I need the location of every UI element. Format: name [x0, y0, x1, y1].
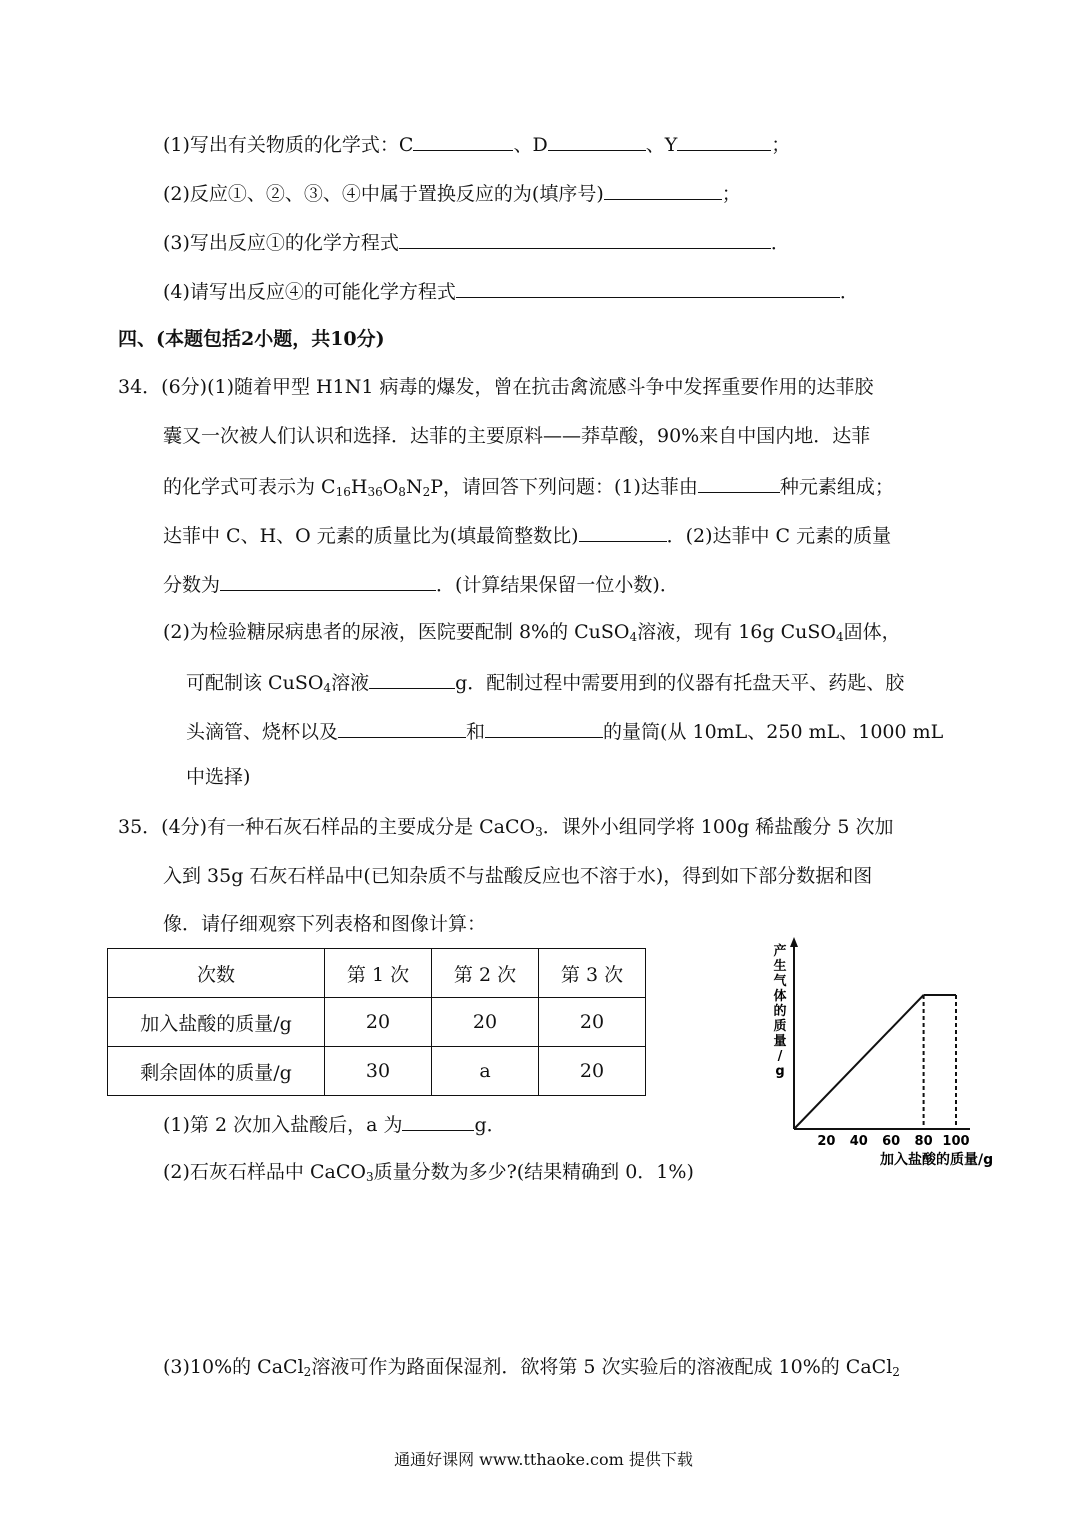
answer-blank-mass-fraction[interactable] — [220, 574, 436, 591]
answer-blank-d[interactable] — [548, 134, 646, 151]
table-row — [108, 1047, 646, 1096]
answer-blank-mass-ratio[interactable] — [579, 525, 667, 542]
table-row — [108, 998, 646, 1047]
q35-line1: 35．(4分)有一种石灰石样品的主要成分是 CaCO$_3$．课外小组同学将 100g 稀盐酸分 5 次加 — [118, 816, 894, 839]
table-cell: 20 — [539, 1047, 646, 1096]
answer-blank-cylinder1[interactable] — [338, 721, 466, 738]
q34-line9: 中选择) — [186, 766, 251, 788]
q35-line2: 入到 35g 石灰石样品中(已知杂质不与盐酸反应也不溶于水)，得到如下部分数据和图 — [163, 865, 873, 887]
table-cell: 第 2 次 — [432, 949, 539, 998]
q33-part2: (2)反应①、②、③、④中属于置换反应的为(填序号) ； — [163, 183, 741, 205]
x-tick-label: 60 — [882, 1134, 901, 1149]
table-cell: 第 3 次 — [539, 949, 646, 998]
answer-blank-displacement[interactable] — [604, 183, 722, 200]
table-header-row — [108, 949, 646, 998]
answer-blank-cylinder2[interactable] — [485, 721, 603, 738]
y-label-char: 量 — [773, 1034, 787, 1049]
table-cell: 20 — [539, 998, 646, 1047]
q34-line8: 头滴管、烧杯以及 和 的量筒(从 10mL、250 mL、1000 mL — [186, 721, 944, 743]
x-tick-label: 20 — [817, 1134, 836, 1149]
footer: 通通好课网 www.tthaoke.com 提供下载 — [394, 1450, 693, 1469]
q33-part4: (4)请写出反应④的可能化学方程式 ． — [163, 281, 859, 303]
x-tick-label: 100 — [942, 1134, 970, 1149]
table-cell: 次数 — [108, 949, 325, 998]
x-axis-label: 加入盐酸的质量/g — [880, 1152, 994, 1168]
q34-line6: (2)为检验糖尿病患者的尿液，医院要配制 8%的 CuSO$_4$溶液，现有 16g CuSO$_4$固体， — [163, 621, 901, 644]
y-label-char: 体 — [773, 989, 787, 1004]
q35-sub2: (2)石灰石样品中 CaCO$_3$质量分数为多少?(结果精确到 0．1%) — [163, 1161, 694, 1184]
y-label-char: 产 — [773, 944, 787, 959]
q35-line3: 像．请仔细观察下列表格和图像计算： — [163, 913, 487, 935]
table-cell: 剩余固体的质量/g — [108, 1047, 325, 1096]
y-label-char: g — [775, 1064, 785, 1079]
data-table — [107, 948, 646, 1096]
x-tick-labels — [817, 1134, 969, 1149]
section-title: 四、(本题包括2小题，共10分) — [118, 328, 385, 350]
answer-blank-equation4[interactable] — [456, 281, 840, 298]
table-cell: 30 — [325, 1047, 432, 1096]
y-label-char: 生 — [773, 959, 787, 974]
gas-mass-chart — [760, 935, 1020, 1175]
q34-line4: 达菲中 C、H、O 元素的质量比为(填最简整数比) ．(2)达菲中 C 元素的质量 — [163, 525, 892, 547]
answer-blank-elements[interactable] — [698, 476, 780, 493]
q35-sub1: (1)第 2 次加入盐酸后，a 为 g． — [163, 1114, 506, 1136]
q34-line3: 的化学式可表示为 $C_{16}H_{36}O_8N_2P$，请回答下列问题：(1)达菲由 种元素组成； — [163, 476, 894, 499]
answer-blank-equation1[interactable] — [399, 232, 771, 249]
y-axis-arrow — [790, 937, 798, 947]
answer-blank-solution-mass[interactable] — [369, 672, 455, 689]
y-label-char: 的 — [773, 1004, 787, 1019]
q34-line1: 34．(6分)(1)随着甲型 H1N1 病毒的爆发，曾在抗击禽流感斗争中发挥重要作用的达菲胶 — [118, 376, 874, 398]
series-segment — [794, 995, 924, 1129]
y-axis-label — [773, 943, 787, 1079]
q34-line5: 分数为 ．(计算结果保留一位小数)． — [163, 574, 679, 596]
table-cell: 加入盐酸的质量/g — [108, 998, 325, 1047]
table-cell: 20 — [325, 998, 432, 1047]
y-label-char: 质 — [773, 1019, 787, 1034]
answer-blank-a[interactable] — [402, 1114, 474, 1131]
q34-line2: 囊又一次被人们认识和选择．达菲的主要原料——莽草酸，90%来自中国内地．达菲 — [163, 425, 871, 447]
q34-line7: 可配制该 CuSO$_4$溶液 g．配制过程中需要用到的仪器有托盘天平、药匙、胶 — [186, 672, 905, 695]
y-label-char: / — [777, 1049, 783, 1064]
y-label-char: 气 — [773, 974, 787, 989]
x-tick-label: 40 — [849, 1134, 868, 1149]
answer-blank-y[interactable] — [677, 134, 771, 151]
table-cell: 第 1 次 — [325, 949, 432, 998]
answer-blank-c[interactable] — [413, 134, 513, 151]
table-cell: 20 — [432, 998, 539, 1047]
q33-part1: (1)写出有关物质的化学式：C 、D 、Y ； — [163, 134, 791, 156]
q33-part3: (3)写出反应①的化学方程式 ． — [163, 232, 790, 254]
table-cell: a — [432, 1047, 539, 1096]
q35-sub3: (3)10%的 CaCl$_2$溶液可作为路面保湿剂．欲将第 5 次实验后的溶液配成 10%的 CaCl$_2$ — [163, 1356, 900, 1379]
plot-area — [794, 995, 956, 1129]
x-tick-label: 80 — [914, 1134, 933, 1149]
